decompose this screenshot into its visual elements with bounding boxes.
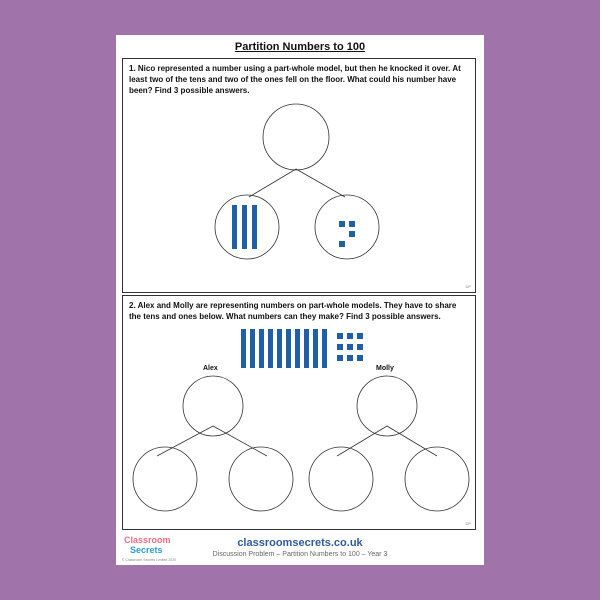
ten-rod	[277, 329, 282, 368]
alex-whole-circle	[183, 376, 243, 436]
question-1-text: 1. Nico represented a number using a part-whole model, but then he knocked it over. At least two of the tens and two of the ones fell on the floor. What could his number have been? Find 3 possible answers.	[129, 64, 461, 95]
connector-line	[249, 169, 296, 197]
connector-line	[213, 426, 267, 456]
one-cube	[349, 221, 355, 227]
ones-part-circle	[315, 195, 379, 259]
question-2-panel	[122, 295, 476, 530]
ten-rod	[250, 329, 255, 368]
one-cube	[339, 221, 345, 227]
ten-rod	[313, 329, 318, 368]
alex-part-circle	[133, 447, 197, 511]
one-cube	[339, 241, 345, 247]
one-cube	[347, 355, 353, 361]
molly-part-circle	[309, 447, 373, 511]
question-1-panel	[122, 58, 476, 293]
ten-rod	[268, 329, 273, 368]
one-cube	[357, 355, 363, 361]
one-cube	[349, 231, 355, 237]
connector-line	[157, 426, 213, 456]
alex-label: Alex	[203, 365, 218, 372]
footer-url: classroomsecrets.co.uk	[237, 537, 363, 549]
molly-part-circle	[405, 447, 469, 511]
connector-line	[296, 169, 345, 197]
one-cube	[337, 355, 343, 361]
part-whole-models-2	[123, 296, 477, 531]
whole-circle	[263, 104, 329, 170]
shared-ones-cubes	[337, 333, 363, 361]
shared-tens-rods	[241, 329, 327, 368]
question-2-code: DP	[465, 521, 471, 526]
molly-label: Molly	[376, 365, 394, 372]
one-cube	[357, 344, 363, 350]
logo-text-classroom: Classroom	[124, 535, 171, 545]
copyright-text: © Classroom Secrets Limited 2020	[122, 558, 177, 562]
alex-part-circle	[229, 447, 293, 511]
ten-rod	[322, 329, 327, 368]
connector-line	[387, 426, 437, 456]
tens-rods	[232, 205, 257, 249]
one-cube	[337, 344, 343, 350]
part-whole-model-1	[123, 59, 477, 294]
one-cube	[347, 344, 353, 350]
ten-rod	[259, 329, 264, 368]
footer-subtitle: Discussion Problem – Partition Numbers to 100 – Year 3	[212, 551, 388, 558]
ten-rod	[232, 205, 237, 249]
molly-whole-circle	[357, 376, 417, 436]
ten-rod	[241, 329, 246, 368]
logo-text-secrets: Secrets	[130, 545, 163, 555]
ten-rod	[295, 329, 300, 368]
page-title: Partition Numbers to 100	[234, 41, 366, 53]
ones-cubes	[339, 221, 355, 247]
question-1-code: DP	[465, 284, 471, 289]
ten-rod	[304, 329, 309, 368]
connector-line	[337, 426, 387, 456]
one-cube	[337, 333, 343, 339]
one-cube	[347, 333, 353, 339]
ten-rod	[242, 205, 247, 249]
question-2-text: 2. Alex and Molly are representing numbers on part-whole models. They have to share the tens and ones below. What numbers can they make? Find 3 possible answers.	[129, 301, 457, 321]
one-cube	[357, 333, 363, 339]
worksheet-page	[116, 35, 484, 565]
ten-rod	[252, 205, 257, 249]
ten-rod	[286, 329, 291, 368]
